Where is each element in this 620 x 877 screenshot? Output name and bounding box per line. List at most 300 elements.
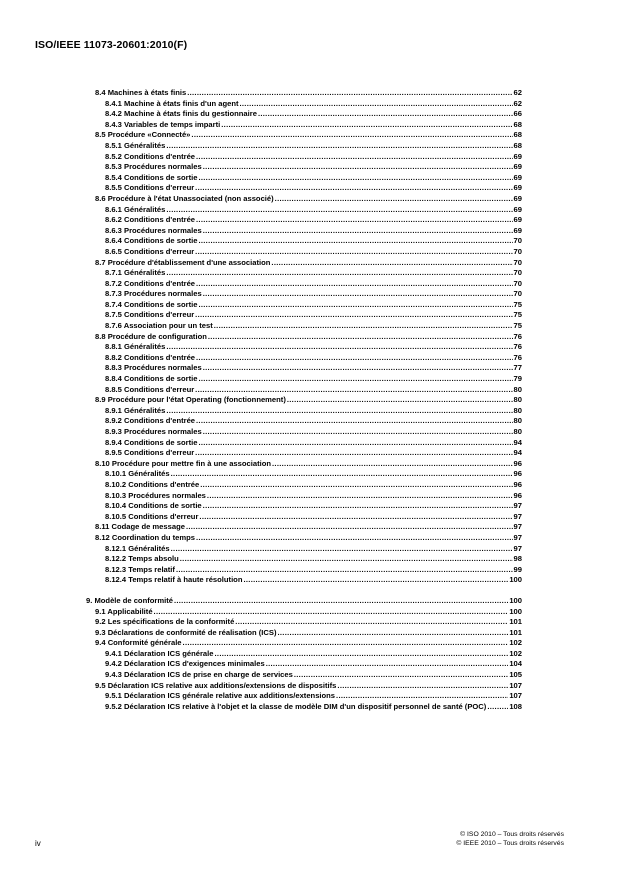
- toc-entry[interactable]: [86, 395, 522, 406]
- toc-dot-leader: [180, 554, 513, 565]
- toc-entry-text: Conditions d'erreur: [124, 246, 195, 256]
- toc-entry-title: [105, 691, 335, 702]
- toc-entry[interactable]: [86, 363, 522, 374]
- toc-entry-text: Conformité générale: [107, 638, 182, 648]
- toc-entry-number: 9.4.1: [105, 648, 122, 658]
- toc-entry-title: [95, 607, 153, 618]
- toc-entry[interactable]: [86, 321, 522, 332]
- toc-entry[interactable]: [86, 659, 522, 670]
- toc-entry-page: 94: [513, 437, 522, 447]
- toc-entry-number: 9.4: [95, 638, 106, 648]
- toc-dot-leader: [196, 353, 513, 364]
- toc-entry[interactable]: [86, 141, 522, 152]
- toc-entry-text: Machine à états finis d'un agent: [124, 98, 239, 108]
- toc-entry-title: [105, 649, 214, 660]
- toc-entry-text: Conditions de sortie: [124, 299, 198, 309]
- toc-entry-title: [105, 109, 257, 120]
- toc-entry-page: 108: [509, 701, 522, 711]
- toc-entry-text: Conditions d'entrée: [124, 278, 196, 288]
- toc-dot-leader: [186, 522, 513, 533]
- toc-dot-leader: [195, 247, 512, 258]
- toc-entry-number: 9.3: [95, 627, 106, 637]
- toc-entry-number: 8.9.5: [105, 448, 122, 458]
- toc-entry-text: Procédures normales: [124, 225, 202, 235]
- toc-entry-number: 8.6.3: [105, 225, 122, 235]
- toc-entry-number: 9.2: [95, 617, 106, 627]
- toc-entry-number: 9.1: [95, 606, 106, 616]
- toc-entry-number: 8.5: [95, 130, 106, 140]
- toc-entry-text: Machines à états finis: [107, 88, 187, 97]
- toc-entry-page: 107: [509, 691, 522, 701]
- toc-entry-page: 101: [509, 617, 522, 627]
- toc-entry-page: 70: [513, 246, 522, 256]
- toc-entry-page: 69: [513, 193, 522, 203]
- toc-entry-text: Généralités: [124, 405, 166, 415]
- toc-entry-title: [105, 544, 170, 555]
- toc-entry-title: [105, 406, 165, 417]
- toc-dot-leader: [277, 628, 508, 639]
- toc-entry-title: [95, 459, 271, 470]
- toc-dot-leader: [214, 321, 513, 332]
- toc-entry-number: 8.4.1: [105, 98, 122, 108]
- toc-entry-title: [105, 236, 197, 247]
- toc-entry-number: 8.6: [95, 193, 106, 203]
- toc-entry[interactable]: [86, 459, 522, 470]
- toc-dot-leader: [198, 173, 512, 184]
- toc-entry-page: 102: [509, 648, 522, 658]
- toc-entry-text: Généralités: [124, 140, 166, 150]
- toc-entry[interactable]: [86, 544, 522, 555]
- toc-entry[interactable]: [86, 247, 522, 258]
- toc-entry[interactable]: [86, 575, 522, 586]
- toc-entry-page: 70: [513, 278, 522, 288]
- toc-dot-leader: [203, 289, 513, 300]
- toc-entry-title: [105, 448, 194, 459]
- toc-entry-number: 9.: [86, 595, 93, 605]
- toc-entry[interactable]: [86, 628, 522, 639]
- toc-dot-leader: [272, 459, 513, 470]
- toc-entry-page: 104: [509, 659, 522, 669]
- toc-entry-title: [105, 183, 194, 194]
- toc-entry-title: [105, 321, 213, 332]
- toc-entry[interactable]: [86, 332, 522, 343]
- toc-entry-number: 8.6.4: [105, 236, 122, 246]
- toc-dot-leader: [221, 120, 512, 131]
- toc-entry-title: [95, 395, 286, 406]
- toc-entry[interactable]: [86, 194, 522, 205]
- toc-dot-leader: [198, 438, 512, 449]
- toc-entry[interactable]: [86, 289, 522, 300]
- toc-entry[interactable]: [86, 681, 522, 692]
- toc-dot-leader: [176, 565, 513, 576]
- toc-entry-title: [105, 512, 198, 523]
- toc-entry[interactable]: [86, 152, 522, 163]
- toc-entry-page: 62: [513, 98, 522, 108]
- toc-entry-text: Variables de temps imparti: [124, 119, 221, 129]
- toc-entry[interactable]: [86, 183, 522, 194]
- toc-entry-title: [105, 310, 194, 321]
- toc-entry-title: [95, 628, 276, 639]
- toc-entry-text: Conditions d'erreur: [124, 183, 195, 193]
- toc-entry[interactable]: [86, 649, 522, 660]
- toc-entry-page: 96: [513, 458, 522, 468]
- toc-entry-number: 8.11: [95, 522, 110, 532]
- toc-entry-number: 9.4.3: [105, 670, 122, 680]
- toc-entry-page: 98: [513, 554, 522, 564]
- toc-entry[interactable]: [86, 268, 522, 279]
- toc-entry[interactable]: [86, 88, 522, 99]
- toc-entry-title: [95, 130, 190, 141]
- toc-entry-text: Conditions de sortie: [128, 501, 202, 511]
- toc-entry[interactable]: [86, 522, 522, 533]
- toc-dot-leader: [195, 385, 512, 396]
- toc-entry-page: 80: [513, 384, 522, 394]
- toc-dot-leader: [196, 416, 513, 427]
- toc-entry-number: 8.12.4: [105, 575, 127, 585]
- toc-dot-leader: [239, 99, 512, 110]
- toc-entry[interactable]: [86, 565, 522, 576]
- toc-entry-title: [105, 289, 202, 300]
- toc-entry[interactable]: [86, 236, 522, 247]
- toc-entry-page: 80: [513, 427, 522, 436]
- toc-entry[interactable]: [86, 533, 522, 544]
- toc-entry-page: 80: [513, 395, 522, 405]
- toc-entry-text: Procédure d'établissement d'une association: [107, 257, 271, 267]
- table-of-contents: [86, 88, 522, 712]
- toc-entry[interactable]: [86, 491, 522, 502]
- toc-entry-text: Généralités: [124, 268, 166, 278]
- toc-entry-title: [105, 427, 202, 438]
- toc-entry-text: Déclaration ICS de prise en charge de services: [124, 670, 293, 680]
- toc-entry-page: 80: [513, 416, 522, 426]
- document-header: ISO/IEEE 11073-20601:2010(F): [35, 39, 188, 51]
- toc-entry-page: 96: [513, 490, 522, 500]
- toc-entry[interactable]: [86, 670, 522, 681]
- toc-entry-title: [95, 88, 186, 99]
- toc-entry-number: 8.10.5: [105, 511, 127, 521]
- toc-entry-number: 9.5.2: [105, 701, 122, 711]
- toc-entry-title: [105, 469, 170, 480]
- toc-dot-leader: [198, 374, 512, 385]
- toc-entry-number: 9.5.1: [105, 691, 122, 701]
- toc-entry[interactable]: [86, 596, 522, 607]
- toc-entry-text: Conditions d'erreur: [124, 384, 195, 394]
- toc-dot-leader: [243, 575, 508, 586]
- toc-entry-page: 62: [513, 88, 522, 97]
- toc-entry[interactable]: [86, 342, 522, 353]
- toc-entry-number: 8.4.2: [105, 109, 122, 119]
- toc-entry-page: 99: [513, 564, 522, 574]
- toc-dot-leader: [294, 670, 508, 681]
- toc-dot-leader: [235, 617, 508, 628]
- toc-entry[interactable]: [86, 374, 522, 385]
- toc-entry-text: Conditions de sortie: [124, 374, 198, 384]
- toc-dot-leader: [336, 691, 508, 702]
- toc-entry-title: [95, 681, 336, 692]
- toc-entry-number: 8.10.4: [105, 501, 127, 511]
- toc-entry-number: 8.5.4: [105, 172, 122, 182]
- toc-entry[interactable]: [86, 691, 522, 702]
- toc-dot-leader: [337, 681, 508, 692]
- toc-entry-title: [105, 226, 202, 237]
- toc-entry[interactable]: [86, 702, 522, 713]
- toc-entry[interactable]: [86, 99, 522, 110]
- toc-entry-text: Conditions d'entrée: [124, 416, 196, 426]
- toc-entry-text: Généralités: [128, 469, 170, 479]
- toc-entry-text: Machine à états finis du gestionnaire: [124, 109, 257, 119]
- toc-entry-number: 8.5.3: [105, 162, 122, 172]
- toc-entry-number: 8.7.1: [105, 268, 122, 278]
- toc-entry-number: 8.12.3: [105, 564, 127, 574]
- toc-entry[interactable]: [86, 385, 522, 396]
- toc-entry-number: 8.6.1: [105, 204, 122, 214]
- toc-dot-leader: [191, 130, 512, 141]
- toc-entry[interactable]: [86, 205, 522, 216]
- toc-entry-page: 75: [513, 299, 522, 309]
- toc-entry-text: Déclaration ICS relative aux additions/extensions de dispositifs: [107, 680, 337, 690]
- toc-entry-text: Conditions d'entrée: [124, 215, 196, 225]
- toc-entry[interactable]: [86, 130, 522, 141]
- toc-entry-text: Généralités: [124, 204, 166, 214]
- toc-entry-number: 8.6.5: [105, 246, 122, 256]
- copyright-ieee: © IEEE 2010 – Tous droits réservés: [456, 840, 564, 847]
- toc-entry-page: 97: [513, 501, 522, 511]
- toc-entry[interactable]: [86, 638, 522, 649]
- toc-entry-title: [105, 554, 179, 565]
- toc-entry-number: 8.9.1: [105, 405, 122, 415]
- toc-entry-title: [105, 247, 194, 258]
- toc-entry[interactable]: [86, 512, 522, 523]
- toc-entry-number: 8.5.1: [105, 140, 122, 150]
- toc-entry[interactable]: [86, 469, 522, 480]
- toc-entry-text: Déclarations de conformité de réalisation (ICS): [107, 627, 277, 637]
- toc-entry-text: Procédures normales: [124, 427, 202, 436]
- toc-entry-page: 100: [509, 575, 522, 585]
- toc-entry-title: [105, 268, 165, 279]
- toc-dot-leader: [183, 638, 509, 649]
- toc-entry-page: 75: [513, 321, 522, 331]
- toc-entry[interactable]: [86, 109, 522, 120]
- toc-entry-number: 8.8.2: [105, 352, 122, 362]
- toc-entry[interactable]: [86, 427, 522, 438]
- toc-entry-page: 97: [513, 522, 522, 532]
- toc-entry[interactable]: [86, 120, 522, 131]
- toc-dot-leader: [187, 88, 512, 99]
- toc-entry-page: 101: [509, 627, 522, 637]
- toc-entry-number: 8.12: [95, 532, 110, 542]
- toc-entry-number: 8.7: [95, 257, 106, 267]
- toc-entry-number: 8.9.4: [105, 437, 122, 447]
- toc-entry-title: [95, 332, 207, 343]
- toc-dot-leader: [196, 152, 513, 163]
- toc-entry-text: Déclaration ICS générale relative aux additions/extensions: [124, 691, 336, 701]
- toc-dot-leader: [208, 332, 513, 343]
- toc-entry[interactable]: [86, 617, 522, 628]
- toc-entry[interactable]: [86, 353, 522, 364]
- toc-dot-leader: [195, 448, 512, 459]
- toc-entry-number: 8.10: [95, 458, 110, 468]
- toc-dot-leader: [215, 649, 509, 660]
- toc-entry-page: 70: [513, 289, 522, 299]
- copyright-notice: [456, 830, 564, 848]
- toc-entry-text: Déclaration ICS d'exigences minimales: [124, 659, 265, 669]
- toc-dot-leader: [198, 300, 512, 311]
- toc-entry-text: Généralités: [124, 342, 166, 352]
- toc-entry-text: Coordination du temps: [111, 532, 196, 542]
- toc-entry-title: [105, 575, 242, 586]
- toc-dot-leader: [166, 406, 512, 417]
- toc-entry-number: 8.10.3: [105, 490, 127, 500]
- toc-entry[interactable]: [86, 310, 522, 321]
- toc-entry-page: 96: [513, 469, 522, 479]
- toc-entry-title: [105, 565, 175, 576]
- toc-entry-number: 8.7.3: [105, 289, 122, 299]
- toc-entry-number: 8.5.2: [105, 151, 122, 161]
- toc-entry-text: Conditions d'erreur: [128, 511, 199, 521]
- toc-entry-text: Temps absolu: [128, 554, 179, 564]
- toc-dot-leader: [195, 183, 512, 194]
- toc-entry-number: 8.12.1: [105, 543, 127, 553]
- toc-entry-title: [105, 205, 165, 216]
- toc-entry-number: 8.7.6: [105, 321, 122, 331]
- toc-entry[interactable]: [86, 226, 522, 237]
- toc-dot-leader: [196, 215, 513, 226]
- toc-entry-page: 66: [513, 109, 522, 119]
- toc-dot-leader: [154, 607, 509, 618]
- toc-entry-page: 76: [513, 352, 522, 362]
- toc-entry-number: 8.7.5: [105, 310, 122, 320]
- toc-entry-number: 8.7.4: [105, 299, 122, 309]
- toc-entry[interactable]: [86, 501, 522, 512]
- toc-entry-page: 70: [513, 236, 522, 246]
- toc-entry-text: Association pour un test: [123, 321, 213, 331]
- toc-dot-leader: [275, 194, 513, 205]
- toc-entry-page: 69: [513, 151, 522, 161]
- toc-entry-text: Déclaration ICS relative à l'objet et la classe de modèle DIM d'un dispositif personnel de santé (POC): [124, 701, 487, 711]
- toc-entry-title: [105, 152, 195, 163]
- toc-entry-number: 8.9.2: [105, 416, 122, 426]
- toc-entry-text: Procédure «Connecté»: [107, 130, 191, 140]
- toc-dot-leader: [171, 469, 513, 480]
- toc-entry-number: 8.10.1: [105, 469, 127, 479]
- toc-entry[interactable]: [86, 173, 522, 184]
- toc-entry-page: 105: [509, 670, 522, 680]
- toc-dot-leader: [171, 544, 513, 555]
- toc-dot-leader: [487, 702, 508, 713]
- toc-entry-text: Conditions d'erreur: [124, 448, 195, 458]
- toc-entry-page: 77: [513, 363, 522, 373]
- toc-entry-title: [105, 491, 206, 502]
- toc-entry-page: 69: [513, 225, 522, 235]
- toc-entry-text: Codage de message: [111, 522, 185, 532]
- toc-entry-number: 8.9.3: [105, 427, 122, 436]
- toc-entry-text: Procédure de configuration: [107, 331, 207, 341]
- toc-entry-number: 8.8.3: [105, 363, 122, 373]
- toc-entry-text: Conditions d'entrée: [128, 479, 200, 489]
- toc-entry-title: [105, 353, 195, 364]
- toc-entry-title: [105, 438, 197, 449]
- toc-entry-title: [105, 374, 197, 385]
- toc-entry[interactable]: [86, 406, 522, 417]
- toc-dot-leader: [271, 258, 512, 269]
- toc-entry[interactable]: [86, 300, 522, 311]
- toc-dot-leader: [203, 501, 513, 512]
- toc-dot-leader: [287, 395, 513, 406]
- toc-entry-title: [95, 258, 270, 269]
- toc-entry[interactable]: [86, 480, 522, 491]
- toc-dot-leader: [207, 491, 513, 502]
- toc-entry-page: 102: [509, 638, 522, 648]
- toc-entry-number: 8.6.2: [105, 215, 122, 225]
- toc-entry-number: 9.4.2: [105, 659, 122, 669]
- toc-entry-title: [105, 385, 194, 396]
- toc-entry-title: [105, 670, 293, 681]
- toc-entry-number: 8.8.1: [105, 342, 122, 352]
- toc-entry-text: Temps relatif: [128, 564, 175, 574]
- toc-entry-number: 8.12.2: [105, 554, 127, 564]
- toc-entry-title: [105, 342, 165, 353]
- toc-entry-text: Conditions d'erreur: [124, 310, 195, 320]
- toc-dot-leader: [258, 109, 513, 120]
- toc-dot-leader: [174, 596, 508, 607]
- toc-entry-page: 97: [513, 543, 522, 553]
- toc-entry-page: 75: [513, 310, 522, 320]
- toc-entry[interactable]: [86, 279, 522, 290]
- toc-entry-text: Conditions d'entrée: [124, 151, 196, 161]
- toc-entry-number: 8.9: [95, 395, 106, 405]
- toc-entry[interactable]: [86, 258, 522, 269]
- toc-entry[interactable]: [86, 215, 522, 226]
- toc-dot-leader: [200, 480, 512, 491]
- toc-entry-text: Conditions de sortie: [124, 236, 198, 246]
- toc-entry-number: 9.5: [95, 680, 106, 690]
- toc-dot-leader: [198, 236, 512, 247]
- toc-entry-number: 8.4: [95, 88, 106, 97]
- toc-entry-number: 8.10.2: [105, 479, 127, 489]
- toc-entry-page: 69: [513, 215, 522, 225]
- toc-entry[interactable]: [86, 448, 522, 459]
- toc-entry-text: Conditions de sortie: [124, 172, 198, 182]
- toc-entry-page: 69: [513, 204, 522, 214]
- toc-entry-title: [95, 194, 274, 205]
- toc-entry-text: Procédures normales: [124, 363, 202, 373]
- toc-entry-page: 68: [513, 130, 522, 140]
- toc-entry[interactable]: [86, 162, 522, 173]
- toc-entry-page: 96: [513, 479, 522, 489]
- toc-entry-text: Procédures normales: [124, 289, 202, 299]
- toc-entry-title: [105, 162, 202, 173]
- toc-dot-leader: [166, 141, 512, 152]
- toc-entry[interactable]: [86, 416, 522, 427]
- toc-dot-leader: [166, 205, 512, 216]
- toc-entry-title: [105, 99, 238, 110]
- toc-entry[interactable]: [86, 438, 522, 449]
- toc-dot-leader: [196, 279, 513, 290]
- toc-entry-number: 8.8.5: [105, 384, 122, 394]
- toc-entry-page: 70: [513, 257, 522, 267]
- toc-entry[interactable]: [86, 607, 522, 618]
- toc-entry-text: Procédure pour mettre fin à une association: [111, 458, 271, 468]
- toc-entry-title: [95, 638, 182, 649]
- toc-entry[interactable]: [86, 554, 522, 565]
- toc-dot-leader: [199, 512, 512, 523]
- toc-entry-text: Conditions de sortie: [124, 437, 198, 447]
- toc-entry-text: Applicabilité: [107, 606, 153, 616]
- toc-entry-page: 100: [509, 606, 522, 616]
- toc-entry-title: [86, 596, 173, 607]
- toc-dot-leader: [166, 268, 512, 279]
- toc-dot-leader: [195, 310, 512, 321]
